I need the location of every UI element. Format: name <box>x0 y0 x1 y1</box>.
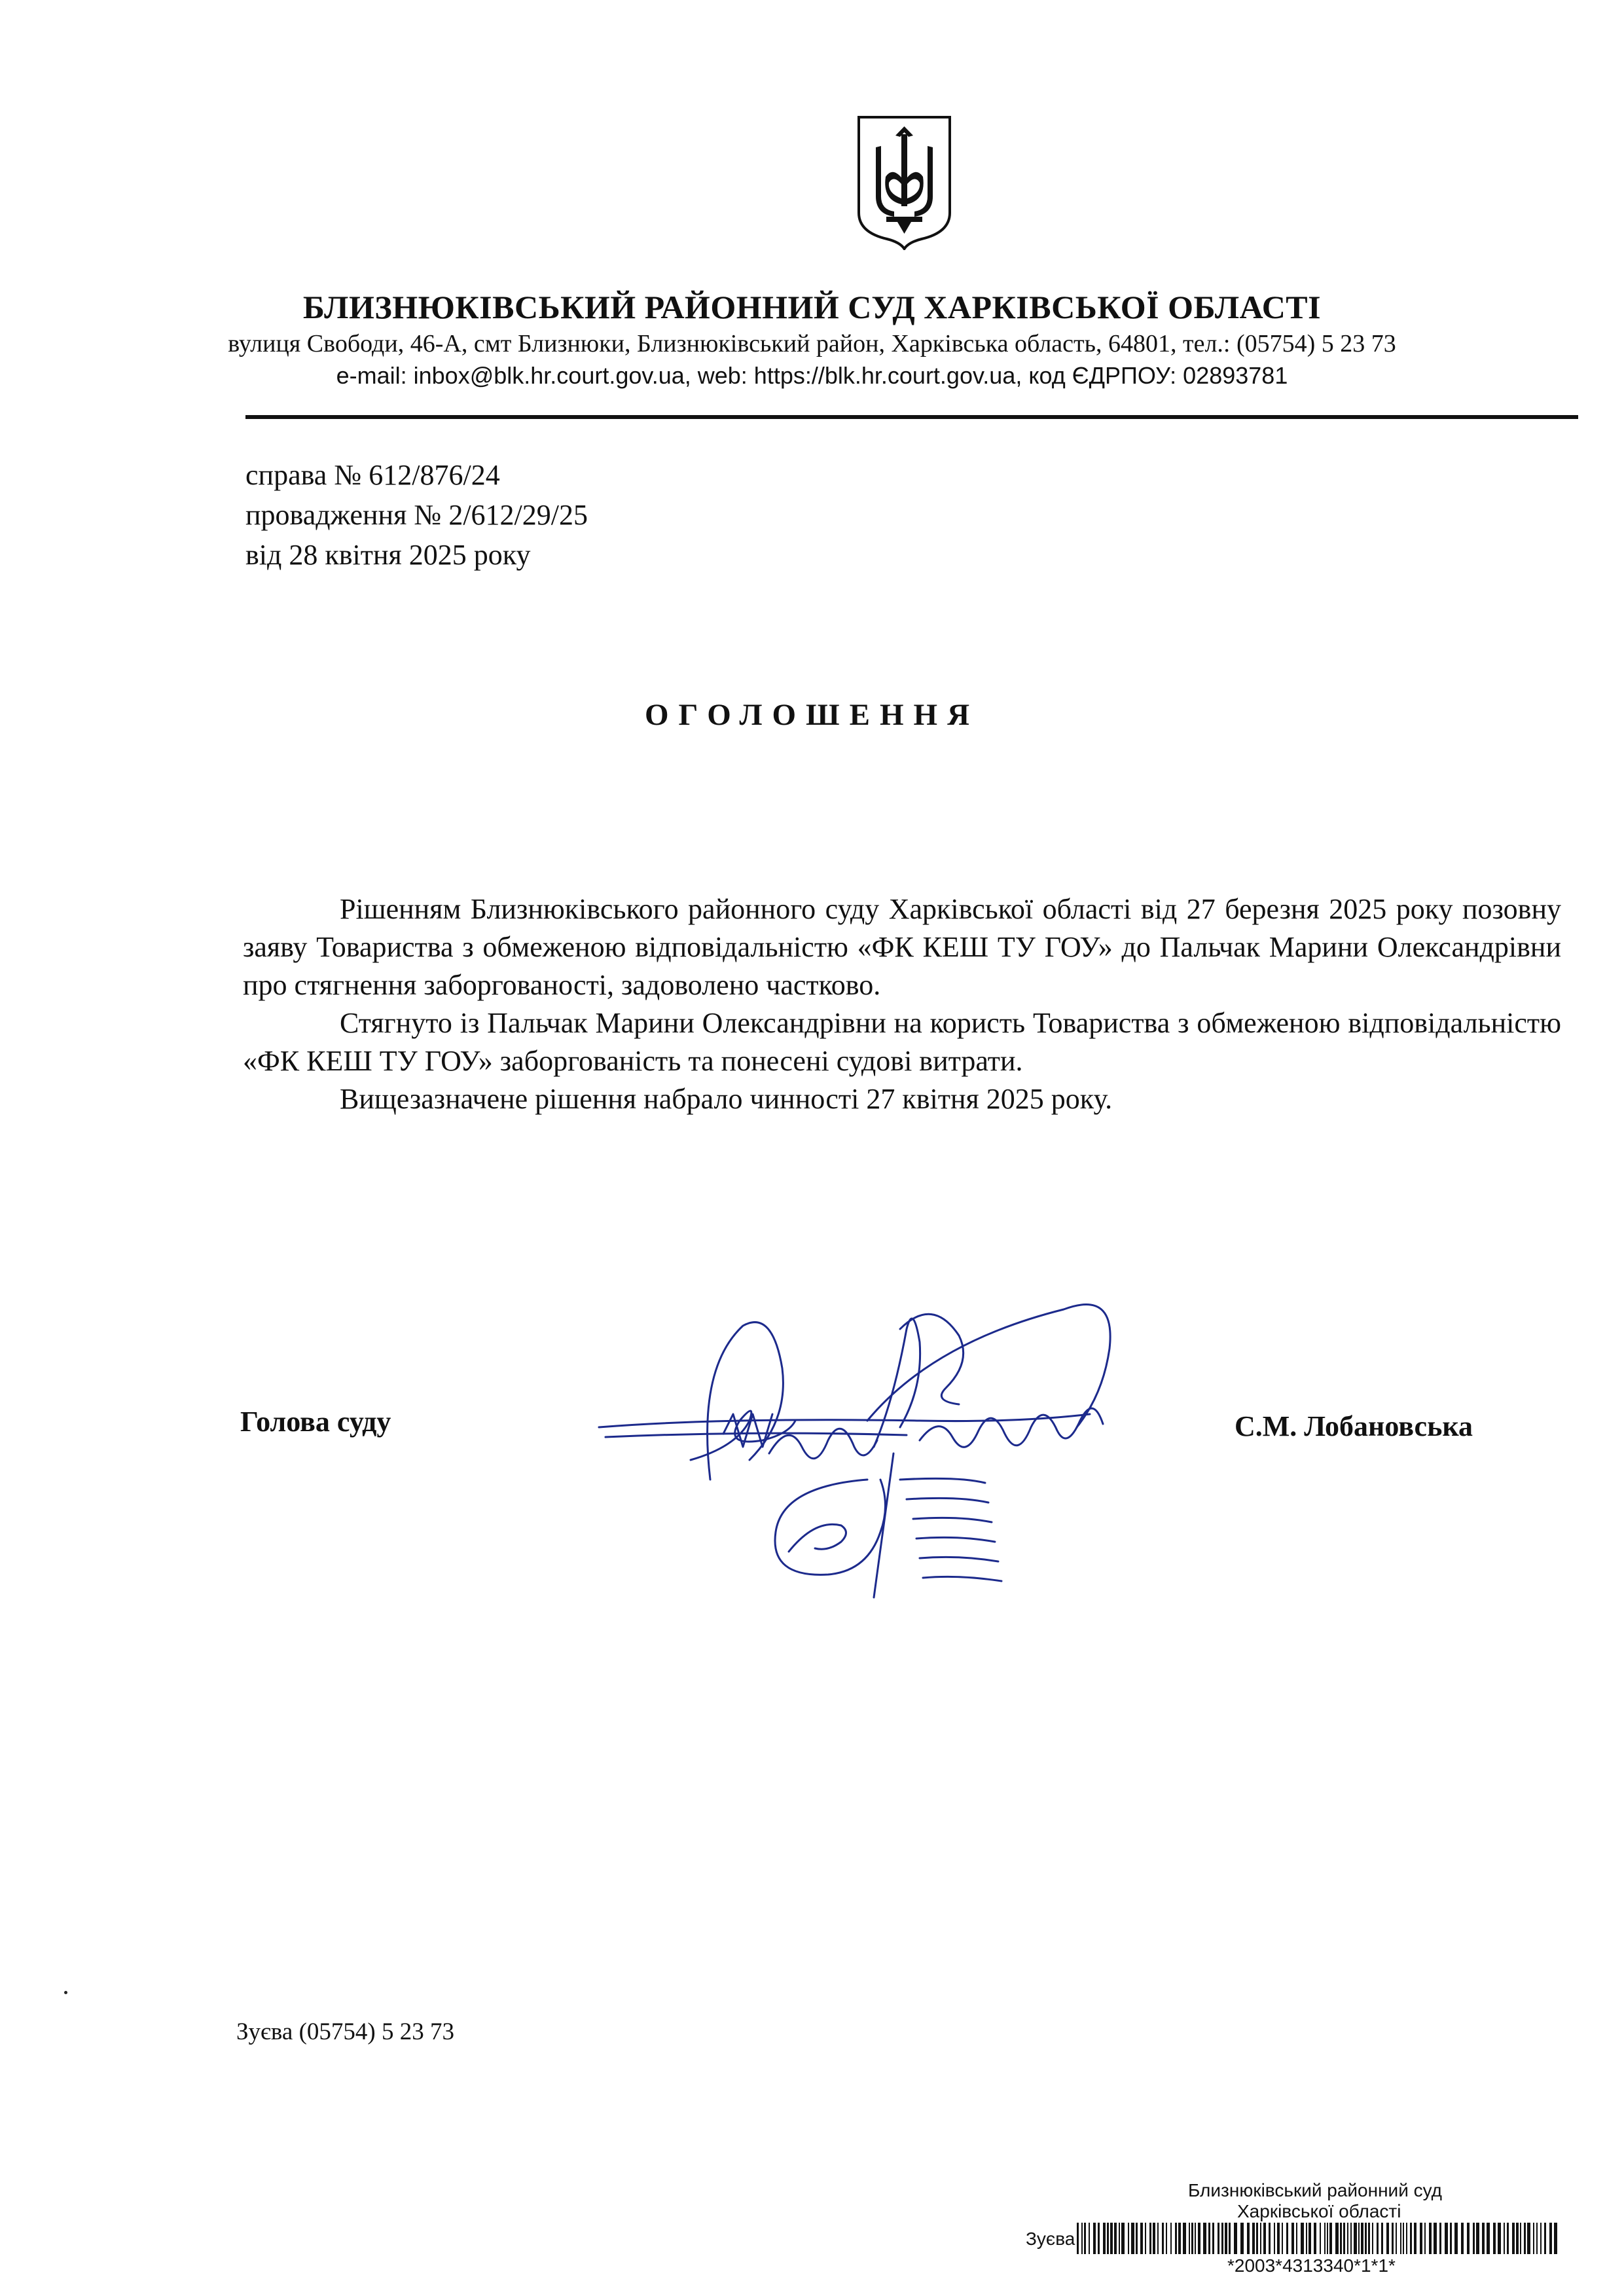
scan-dot <box>64 1991 67 1994</box>
registration-stamp-region: Харківської області <box>1237 2201 1401 2221</box>
barcode-icon <box>1077 2223 1558 2254</box>
announcement-body <box>243 890 1561 1118</box>
registration-stamp-court: Близнюківський районний суд <box>1188 2180 1443 2200</box>
coat-of-arms-icon <box>856 115 952 250</box>
executor-contact: Зуєва (05754) 5 23 73 <box>236 2018 454 2045</box>
signer-name: С.М. Лобановська <box>1235 1410 1473 1442</box>
court-name: БЛИЗНЮКІВСЬКИЙ РАЙОННИЙ СУД ХАРКІВСЬКОЇ ОБЛАСТІ <box>302 289 1322 325</box>
registration-stamp-name: Зуєва <box>1026 2229 1075 2249</box>
paragraph: Вищезазначене рішення набрало чинності 27 квітня 2025 року. <box>340 1083 1113 1115</box>
signer-role: Голова суду <box>240 1406 391 1438</box>
document-title: ОГОЛОШЕННЯ <box>644 698 980 732</box>
proceeding-number: провадження № 2/612/29/25 <box>245 499 588 531</box>
barcode-number: *2003*4313340*1*1* <box>1227 2255 1396 2276</box>
document-date: від 28 квітня 2025 року <box>245 539 531 571</box>
court-contacts: e-mail: inbox@blk.hr.court.gov.ua, web: https://blk.hr.court.gov.ua, код ЄДРПОУ: 02893781 <box>336 362 1288 389</box>
header-divider <box>245 415 1578 419</box>
paragraph: Стягнуто із Пальчак Марини Олександрівни на користь Товариства з обмеженою відповідальністю «ФК КЕШ ТУ ГОУ» заборгованість та понесені судові витрати. <box>243 1007 1561 1077</box>
handwritten-signature <box>592 1290 1182 1630</box>
case-number: справа № 612/876/24 <box>245 459 500 491</box>
paragraph: Рішенням Близнюківського районного суду Харківської області від 27 березня 2025 року позовну заяву Товариства з обмеженою відповідальністю «ФК КЕШ ТУ ГОУ» до Пальчак Марини Олександрівни про стягнення заборгованості, задоволено частково. <box>243 893 1561 1001</box>
court-address: вулиця Свободи, 46-А, смт Близнюки, Близнюківський район, Харківська область, 64801, тел.: (05754) 5 23 73 <box>228 330 1396 357</box>
